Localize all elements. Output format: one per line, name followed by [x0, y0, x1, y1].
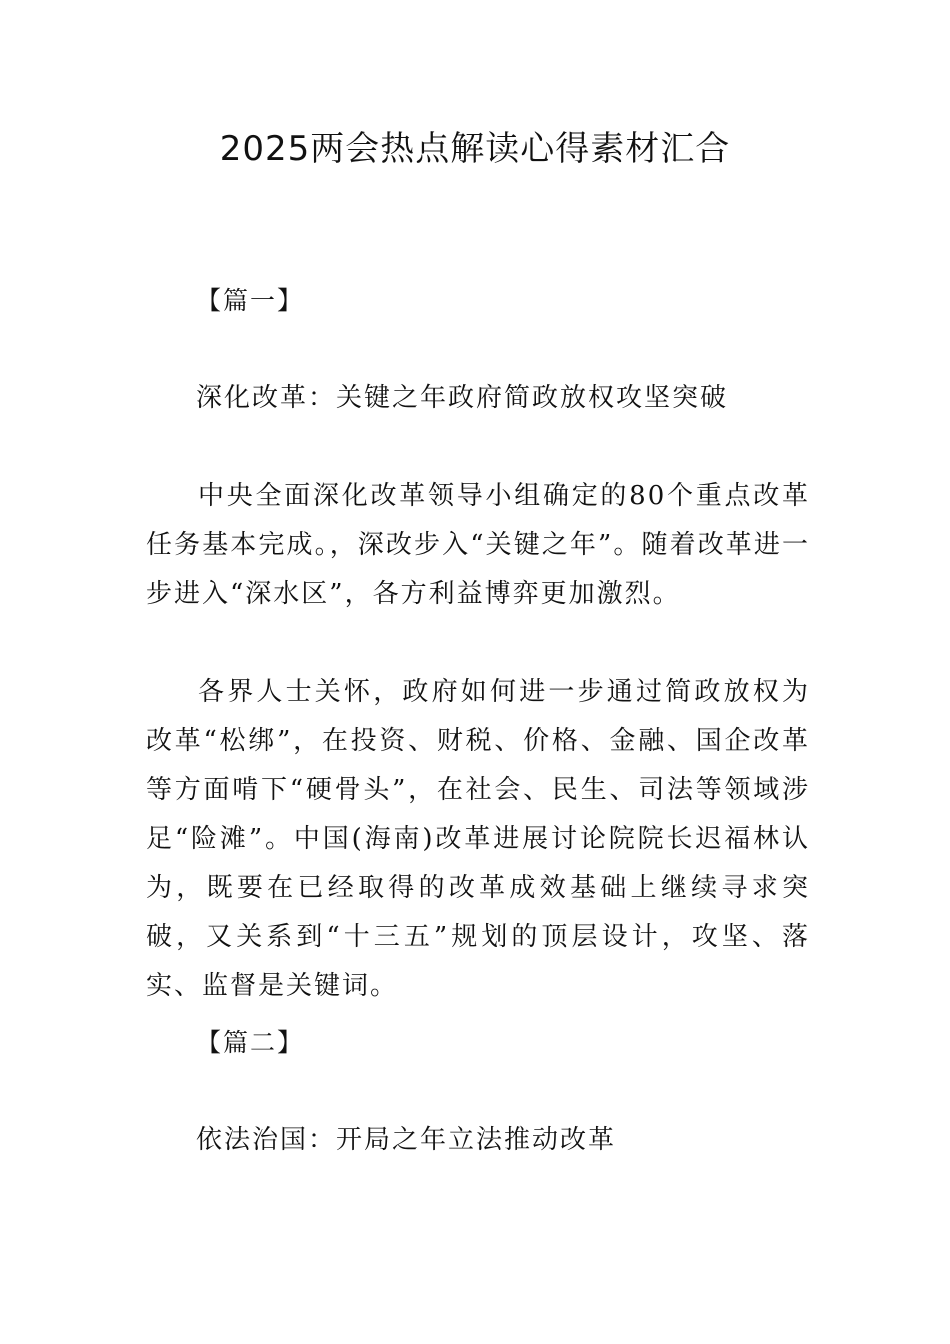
section-1-subtitle: 深化改革：关键之年政府简政放权攻坚突破 [196, 383, 729, 413]
section-2-label: 【篇二】 [196, 1028, 305, 1057]
section-2-subtitle: 依法治国：开局之年立法推动改革 [196, 1125, 617, 1155]
document-title: 2025两会热点解读心得素材汇合 [219, 129, 731, 169]
section-1-label: 【篇一】 [196, 286, 305, 315]
section-1-paragraph-2: 各界人士关怀，政府如何进一步通过简政放权为改革“松绑”，在投资、财税、价格、金融、国企改革等方面啃下“硬骨头”，在社会、民生、司法等领域涉足“险滩”。中国(海南)改革进展讨论院院长迟福林认为，既要在已经取得的改革成效基础上继续寻求突破，又关系到“十三五”规划的顶层设计，攻坚、落实、监督是关键词。 [146, 677, 810, 1001]
section-1-paragraph-1: 中央全面深化改革领导小组确定的80个重点改革任务基本完成。，深改步入“关键之年”。随着改革进一步进入“深水区”，各方利益博弈更加激烈。 [146, 481, 810, 609]
